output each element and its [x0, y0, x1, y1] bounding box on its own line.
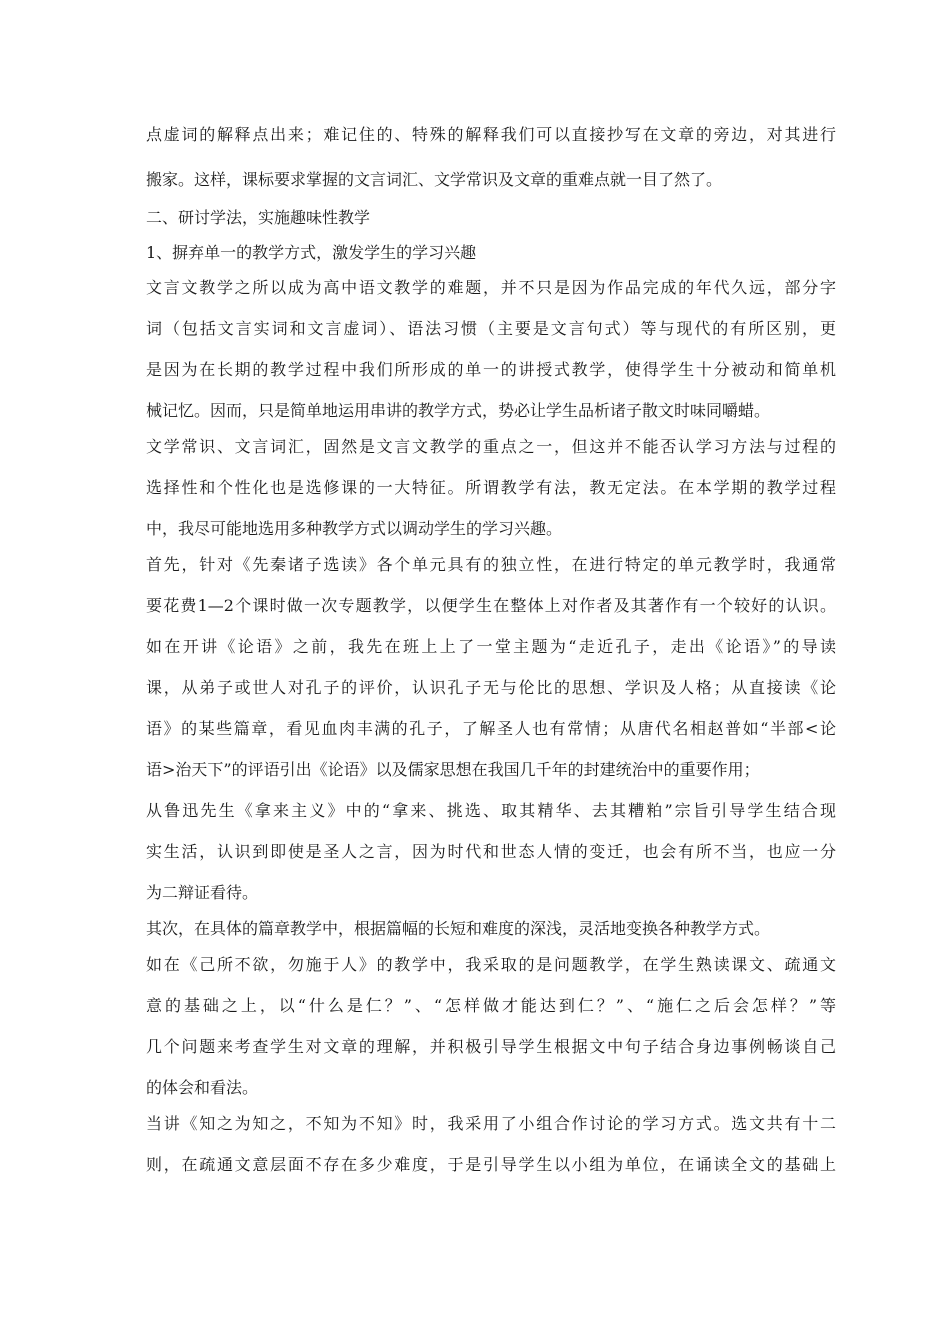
text-line: 则，在疏通文意层面不存在多少难度，于是引导学生以小组为单位，在诵读全文的基础上: [146, 1155, 836, 1174]
text-line: 点虚词的解释点出来；难记住的、特殊的解释我们可以直接抄写在文章的旁边，对其进行: [146, 125, 836, 144]
text-line: 为二辩证看待。: [146, 883, 259, 902]
subsection-heading: 1、摒弃单一的教学方式，激发学生的学习兴趣: [146, 243, 477, 262]
text-line: 的体会和看法。: [146, 1078, 259, 1097]
text-line: 从鲁迅先生《拿来主义》中的“拿来、挑选、取其精华、去其糟粕”宗旨引导学生结合现: [146, 801, 836, 820]
text-line: 首先，针对《先秦诸子选读》各个单元具有的独立性，在进行特定的单元教学时，我通常: [146, 555, 836, 574]
text-line: 文学常识、文言词汇，固然是文言文教学的重点之一，但这并不能否认学习方法与过程的: [146, 437, 836, 456]
text-line: 如在开讲《论语》之前，我先在班上上了一堂主题为“走近孔子，走出《论语》”的导读: [146, 637, 836, 656]
text-line: 中，我尽可能地选用多种教学方式以调动学生的学习兴趣。: [146, 519, 563, 538]
text-line: 文言文教学之所以成为高中语文教学的难题，并不只是因为作品完成的年代久远，部分字: [146, 278, 836, 297]
text-line: 语>治天下”的评语引出《论语》以及儒家思想在我国几千年的封建统治中的重要作用；: [146, 760, 760, 779]
text-line: 选择性和个性化也是选修课的一大特征。所谓教学有法，教无定法。在本学期的教学过程: [146, 478, 836, 497]
text-line: 语》的某些篇章，看见血肉丰满的孔子，了解圣人也有常情；从唐代名相赵普如“半部<论: [146, 719, 836, 738]
text-line: 如在《己所不欲，勿施于人》的教学中，我采取的是问题教学，在学生熟读课文、疏通文: [146, 955, 836, 974]
text-line: 词（包括文言实词和文言虚词）、语法习惯（主要是文言句式）等与现代的有所区别，更: [146, 319, 836, 338]
text-line: 实生活，认识到即使是圣人之言，因为时代和世态人情的变迁，也会有所不当，也应一分: [146, 842, 836, 861]
text-line: 搬家。这样，课标要求掌握的文言词汇、文学常识及文章的重难点就一目了然了。: [146, 170, 723, 189]
text-line: 几个问题来考查学生对文章的理解，并积极引导学生根据文中句子结合身边事例畅谈自己: [146, 1037, 836, 1056]
text-line: 械记忆。因而，只是简单地运用串讲的教学方式，势必让学生品析诸子散文时味同嚼蜡。: [146, 401, 771, 420]
section-heading: 二、研讨学法，实施趣味性教学: [146, 208, 371, 227]
text-line: 意的基础之上，以“什么是仁？”、“怎样做才能达到仁？”、“施仁之后会怎样？”等: [146, 996, 836, 1015]
text-line: 当讲《知之为知之，不知为不知》时，我采用了小组合作讨论的学习方式。选文共有十二: [146, 1114, 836, 1133]
text-line: 是因为在长期的教学过程中我们所形成的单一的讲授式教学，使得学生十分被动和简单机: [146, 360, 836, 379]
text-line: 课，从弟子或世人对孔子的评价，认识孔子无与伦比的思想、学识及人格；从直接读《论: [146, 678, 836, 697]
text-line: 其次，在具体的篇章教学中，根据篇幅的长短和难度的深浅，灵活地变换各种教学方式。: [146, 919, 771, 938]
text-line: 要花费1—2个课时做一次专题教学，以便学生在整体上对作者及其著作有一个较好的认识。: [146, 596, 836, 615]
